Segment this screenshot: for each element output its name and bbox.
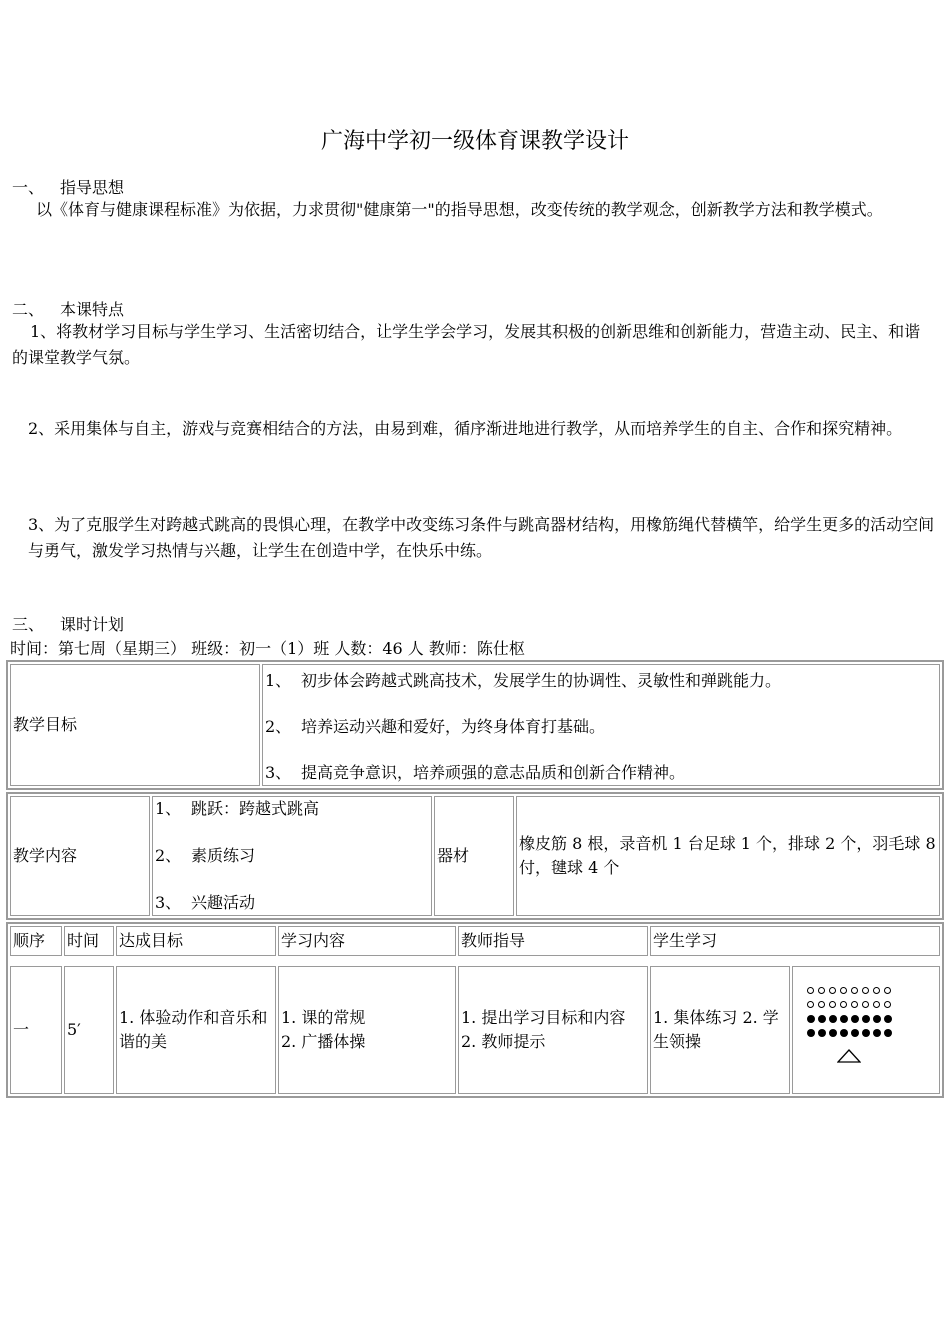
plan-header: 教师指导 — [458, 926, 648, 956]
filled-student-dot — [840, 1029, 848, 1037]
filled-student-dot — [862, 1029, 870, 1037]
section1-number: 一、 — [12, 178, 45, 197]
plan-header: 达成目标 — [116, 926, 276, 956]
hollow-student-dot — [807, 987, 814, 994]
section2-point-3: 3、为了克服学生对跨越式跳高的畏惧心理，在教学中改变练习条件与跳高器材结构，用橡筋绳代替横竿，给学生更多的活动空间与勇气，激发学习热情与兴趣，让学生在创造中学，在快乐中练。 — [28, 515, 935, 560]
filled-student-dot — [840, 1015, 848, 1023]
hollow-student-dot — [829, 987, 836, 994]
section1-heading — [12, 175, 124, 198]
goals-list — [262, 664, 940, 786]
goals-label: 教学目标 — [10, 664, 260, 786]
class-info: 时间：第七周（星期三） 班级：初一（1）班 人数：46 人 教师：陈仕枢 — [10, 639, 525, 658]
teacher-triangle-icon — [837, 1049, 861, 1063]
plan-time: 5′ — [64, 966, 114, 1094]
plan-content — [278, 966, 456, 1094]
section2-heading — [12, 297, 124, 320]
plan-goal: 1. 体验动作和音乐和谐的美 — [116, 966, 276, 1094]
plan-order: 一 — [10, 966, 62, 1094]
filled-student-dot — [818, 1015, 826, 1023]
plan-header: 顺序 — [10, 926, 62, 956]
equipment-text: 橡皮筋 8 根，录音机 1 台足球 1 个，排球 2 个，羽毛球 8 付，毽球 4 个 — [516, 796, 940, 916]
goal-item: 2、 培养运动兴趣和爱好，为终身体育打基础。 — [265, 717, 606, 736]
plan-content-line: 2. 广播体操 — [281, 1032, 366, 1051]
hollow-student-dot — [873, 1001, 880, 1008]
hollow-student-dot — [807, 1001, 814, 1008]
goal-item: 1、 初步体会跨越式跳高技术，发展学生的协调性、灵敏性和弹跳能力。 — [265, 671, 782, 690]
content-item: 1、 跳跃：跨越式跳高 — [155, 799, 320, 818]
content-label: 教学内容 — [10, 796, 150, 916]
goals-table — [6, 660, 944, 790]
hollow-student-dot — [862, 1001, 869, 1008]
section3-number: 三、 — [12, 615, 45, 634]
plan-teacher — [458, 966, 648, 1094]
filled-student-dot — [884, 1029, 892, 1037]
filled-student-dot — [884, 1015, 892, 1023]
hollow-student-dot — [862, 987, 869, 994]
content-list — [152, 796, 432, 916]
filled-student-dot — [829, 1015, 837, 1023]
plan-teacher-line: 1. 提出学习目标和内容 — [461, 1008, 626, 1027]
filled-student-dot — [873, 1015, 881, 1023]
section1-title: 指导思想 — [60, 178, 125, 197]
page-title: 广海中学初一级体育课教学设计 — [320, 129, 629, 154]
hollow-student-dot — [829, 1001, 836, 1008]
hollow-student-dot — [840, 987, 847, 994]
plan-header: 学习内容 — [278, 926, 456, 956]
hollow-student-dot — [851, 1001, 858, 1008]
hollow-student-dot — [873, 987, 880, 994]
hollow-student-dot — [840, 1001, 847, 1008]
section3-heading — [12, 612, 124, 635]
plan-student: 1. 集体练习 2. 学生领操 — [650, 966, 790, 1094]
plan-teacher-line: 2. 教师提示 — [461, 1032, 546, 1051]
content-item: 2、 素质练习 — [155, 846, 256, 865]
plan-header: 学生学习 — [650, 926, 940, 956]
hollow-student-dot — [818, 987, 825, 994]
hollow-student-dot — [884, 987, 891, 994]
goal-item: 3、 提高竞争意识，培养顽强的意志品质和创新合作精神。 — [265, 763, 686, 782]
hollow-student-dot — [818, 1001, 825, 1008]
plan-content-line: 1. 课的常规 — [281, 1008, 366, 1027]
filled-student-dot — [807, 1015, 815, 1023]
content-table — [6, 792, 944, 920]
hollow-student-dot — [884, 1001, 891, 1008]
filled-student-dot — [851, 1029, 859, 1037]
filled-student-dot — [862, 1015, 870, 1023]
section3-title: 课时计划 — [60, 615, 125, 634]
plan-table — [6, 922, 944, 1098]
hollow-student-dot — [851, 987, 858, 994]
section2-point-1: 1、将教材学习目标与学生学习、生活密切结合，让学生学会学习，发展其积极的创新思维和创新能力，营造主动、民主、和谐的课堂教学气氛。 — [12, 322, 921, 367]
plan-header: 时间 — [64, 926, 114, 956]
section2-point-2: 2、采用集体与自主，游戏与竞赛相结合的方法，由易到难，循序渐进地进行教学，从而培养学生的自主、合作和探究精神。 — [28, 419, 903, 438]
filled-student-dot — [873, 1029, 881, 1037]
content-item: 3、 兴趣活动 — [155, 893, 256, 912]
section1-body: 以《体育与健康课程标准》为依据，力求贯彻"健康第一"的指导思想，改变传统的教学观念，创新教学方法和教学模式。 — [36, 200, 883, 219]
section2-number: 二、 — [12, 300, 45, 319]
filled-student-dot — [818, 1029, 826, 1037]
filled-student-dot — [807, 1029, 815, 1037]
equipment-label: 器材 — [434, 796, 514, 916]
formation-diagram — [793, 967, 939, 1093]
section2-title: 本课特点 — [60, 300, 125, 319]
filled-student-dot — [851, 1015, 859, 1023]
formation-cell — [792, 966, 940, 1094]
filled-student-dot — [829, 1029, 837, 1037]
